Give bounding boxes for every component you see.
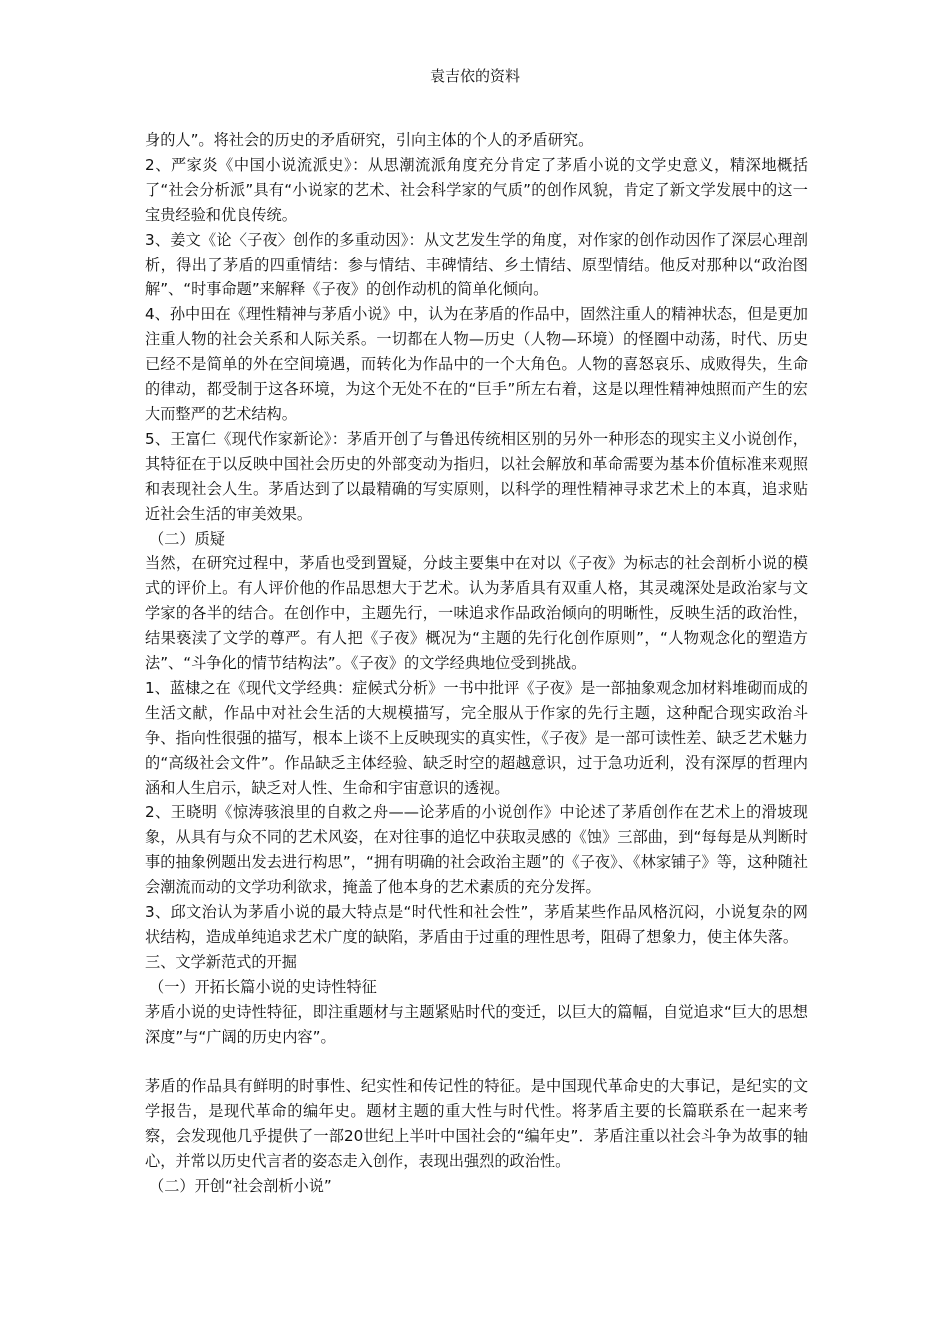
paragraph-intro-tail: 身的人”。将社会的历史的矛盾研究，引向主体的个人的矛盾研究。 (145, 131, 594, 149)
paragraph-wang-xiaoming: 2、王晓明《惊涛骇浪里的自救之舟——论茅盾的小说创作》中论述了茅盾创作在艺术上的滑坡现象，从具有与众不同的艺术风姿，在对往事的追忆中获取灵感的《蚀》三部曲，到“每每是从判断时事的抽象例题出发去进行构思”，“拥有明确的社会政治主题”的《子夜》、《林家铺子》等，这种随社会潮流而动的文学功利欲求，掩盖了他本身的艺术素质的充分发挥。 (145, 803, 808, 897)
paragraph-qiu-wenzhi: 3、邱文治认为茅盾小说的最大特点是“时代性和社会性”，茅盾某些作品风格沉闷，小说复杂的网状结构，造成单纯追求艺术广度的缺陷，茅盾由于过重的理性思考，阻碍了想象力，使主体失落。 (145, 903, 808, 946)
blank-line (145, 1050, 808, 1075)
document-body (145, 128, 808, 1199)
paragraph-chronicle: 茅盾的作品具有鲜明的时事性、纪实性和传记性的特征。是中国现代革命史的大事记，是纪实的文学报告，是现代革命的编年史。题材主题的重大性与时代性。将茅盾主要的长篇联系在一起来考察，会发现他几乎提供了一部20世纪上半叶中国社会的“编年史”．茅盾注重以社会斗争为故事的轴心，并常以历史代言者的姿态走入创作，表现出强烈的政治性。 (145, 1077, 808, 1171)
subsection-heading-epic: （一）开拓长篇小说的史诗性特征 (149, 977, 377, 996)
section-heading-new-paradigm: 三、文学新范式的开掘 (145, 952, 297, 971)
paragraph-epic-feature: 茅盾小说的史诗性特征，即注重题材与主题紧贴时代的变迁，以巨大的篇幅，自觉追求“巨大的思想深度”与“广阔的历史内容”。 (145, 1002, 808, 1046)
section-heading-questioning: （二）质疑 (149, 529, 225, 548)
subsection-heading-social-analysis: （二）开创“社会剖析小说” (149, 1177, 332, 1196)
paragraph-wang-furen: 5、王富仁《现代作家新论》：茅盾开创了与鲁迅传统相区别的另外一种形态的现实主义小说创作，其特征在于以反映中国社会历史的外部变动为指归，以社会解放和革命需要为基本价值标准来观照和表现社会人生。茅盾达到了以最精确的写实原则，以科学的理性精神寻求艺术上的本真，追求贴近社会生活的审美效果。 (145, 429, 808, 523)
page-header: 袁吉依的资料 (429, 67, 520, 85)
paragraph-yan-jiayan: 2、严家炎《中国小说流派史》：从思潮流派角度充分肯定了茅盾小说的文学史意义，精深地概括了“社会分析派”具有“小说家的艺术、社会科学家的气质”的创作风貌，肯定了新文学发展中的这一宝贵经验和优良传统。 (145, 155, 808, 224)
paragraph-lan-dizhi: 1、蓝棣之在《现代文学经典：症候式分析》一书中批评《子夜》是一部抽象观念加材料堆砌而成的生活文献，作品中对社会生活的大规模描写，完全服从于作家的先行主题，这种配合现实政治斗争、指向性很强的描写，根本上谈不上反映现实的真实性，《子夜》是一部可读性差、缺乏艺术魅力的“高级社会文件”。作品缺乏主体经验、缺乏时空的超越意识，过于急功近利，没有深厚的哲理内涵和人生启示，缺乏对人性、生命和宇宙意识的透视。 (145, 678, 808, 797)
paragraph-jiang-wen: 3、姜文《论〈子夜〉创作的多重动因》：从文艺发生学的角度，对作家的创作动因作了深层心理剖析，得出了茅盾的四重情结：参与情结、丰碑情结、乡土情结、原型情结。他反对那种以“政治图解”、“时事命题”来解释《子夜》的创作动机的简单化倾向。 (145, 230, 808, 299)
paragraph-sun-zhongtian: 4、孙中田在《理性精神与茅盾小说》中，认为在茅盾的作品中，固然注重人的精神状态，但是更加注重人物的社会关系和人际关系。一切都在人物—历史（人物—环境）的怪圈中动荡，时代、历史已经不是简单的外在空间境遇，而转化为作品中的一个大角色。人物的喜怒哀乐、成败得失，生命的律动，都受制于这各环境，为这个无处不在的“巨手”所左右着，这是以理性精神烛照而产生的宏大而整严的艺术结构。 (145, 305, 808, 423)
paragraph-questioning-intro: 当然，在研究过程中，茅盾也受到置疑，分歧主要集中在对以《子夜》为标志的社会剖析小说的模式的评价上。有人评价他的作品思想大于艺术。认为茅盾具有双重人格，其灵魂深处是政治家与文学家的各半的结合。在创作中，主题先行，一味追求作品政治倾向的明晰性，反映生活的政治性，结果亵渎了文学的尊严。有人把《子夜》概况为“主题的先行化创作原则”，“人物观念化的塑造方法”、“斗争化的情节结构法”。《子夜》的文学经典地位受到挑战。 (145, 554, 808, 673)
